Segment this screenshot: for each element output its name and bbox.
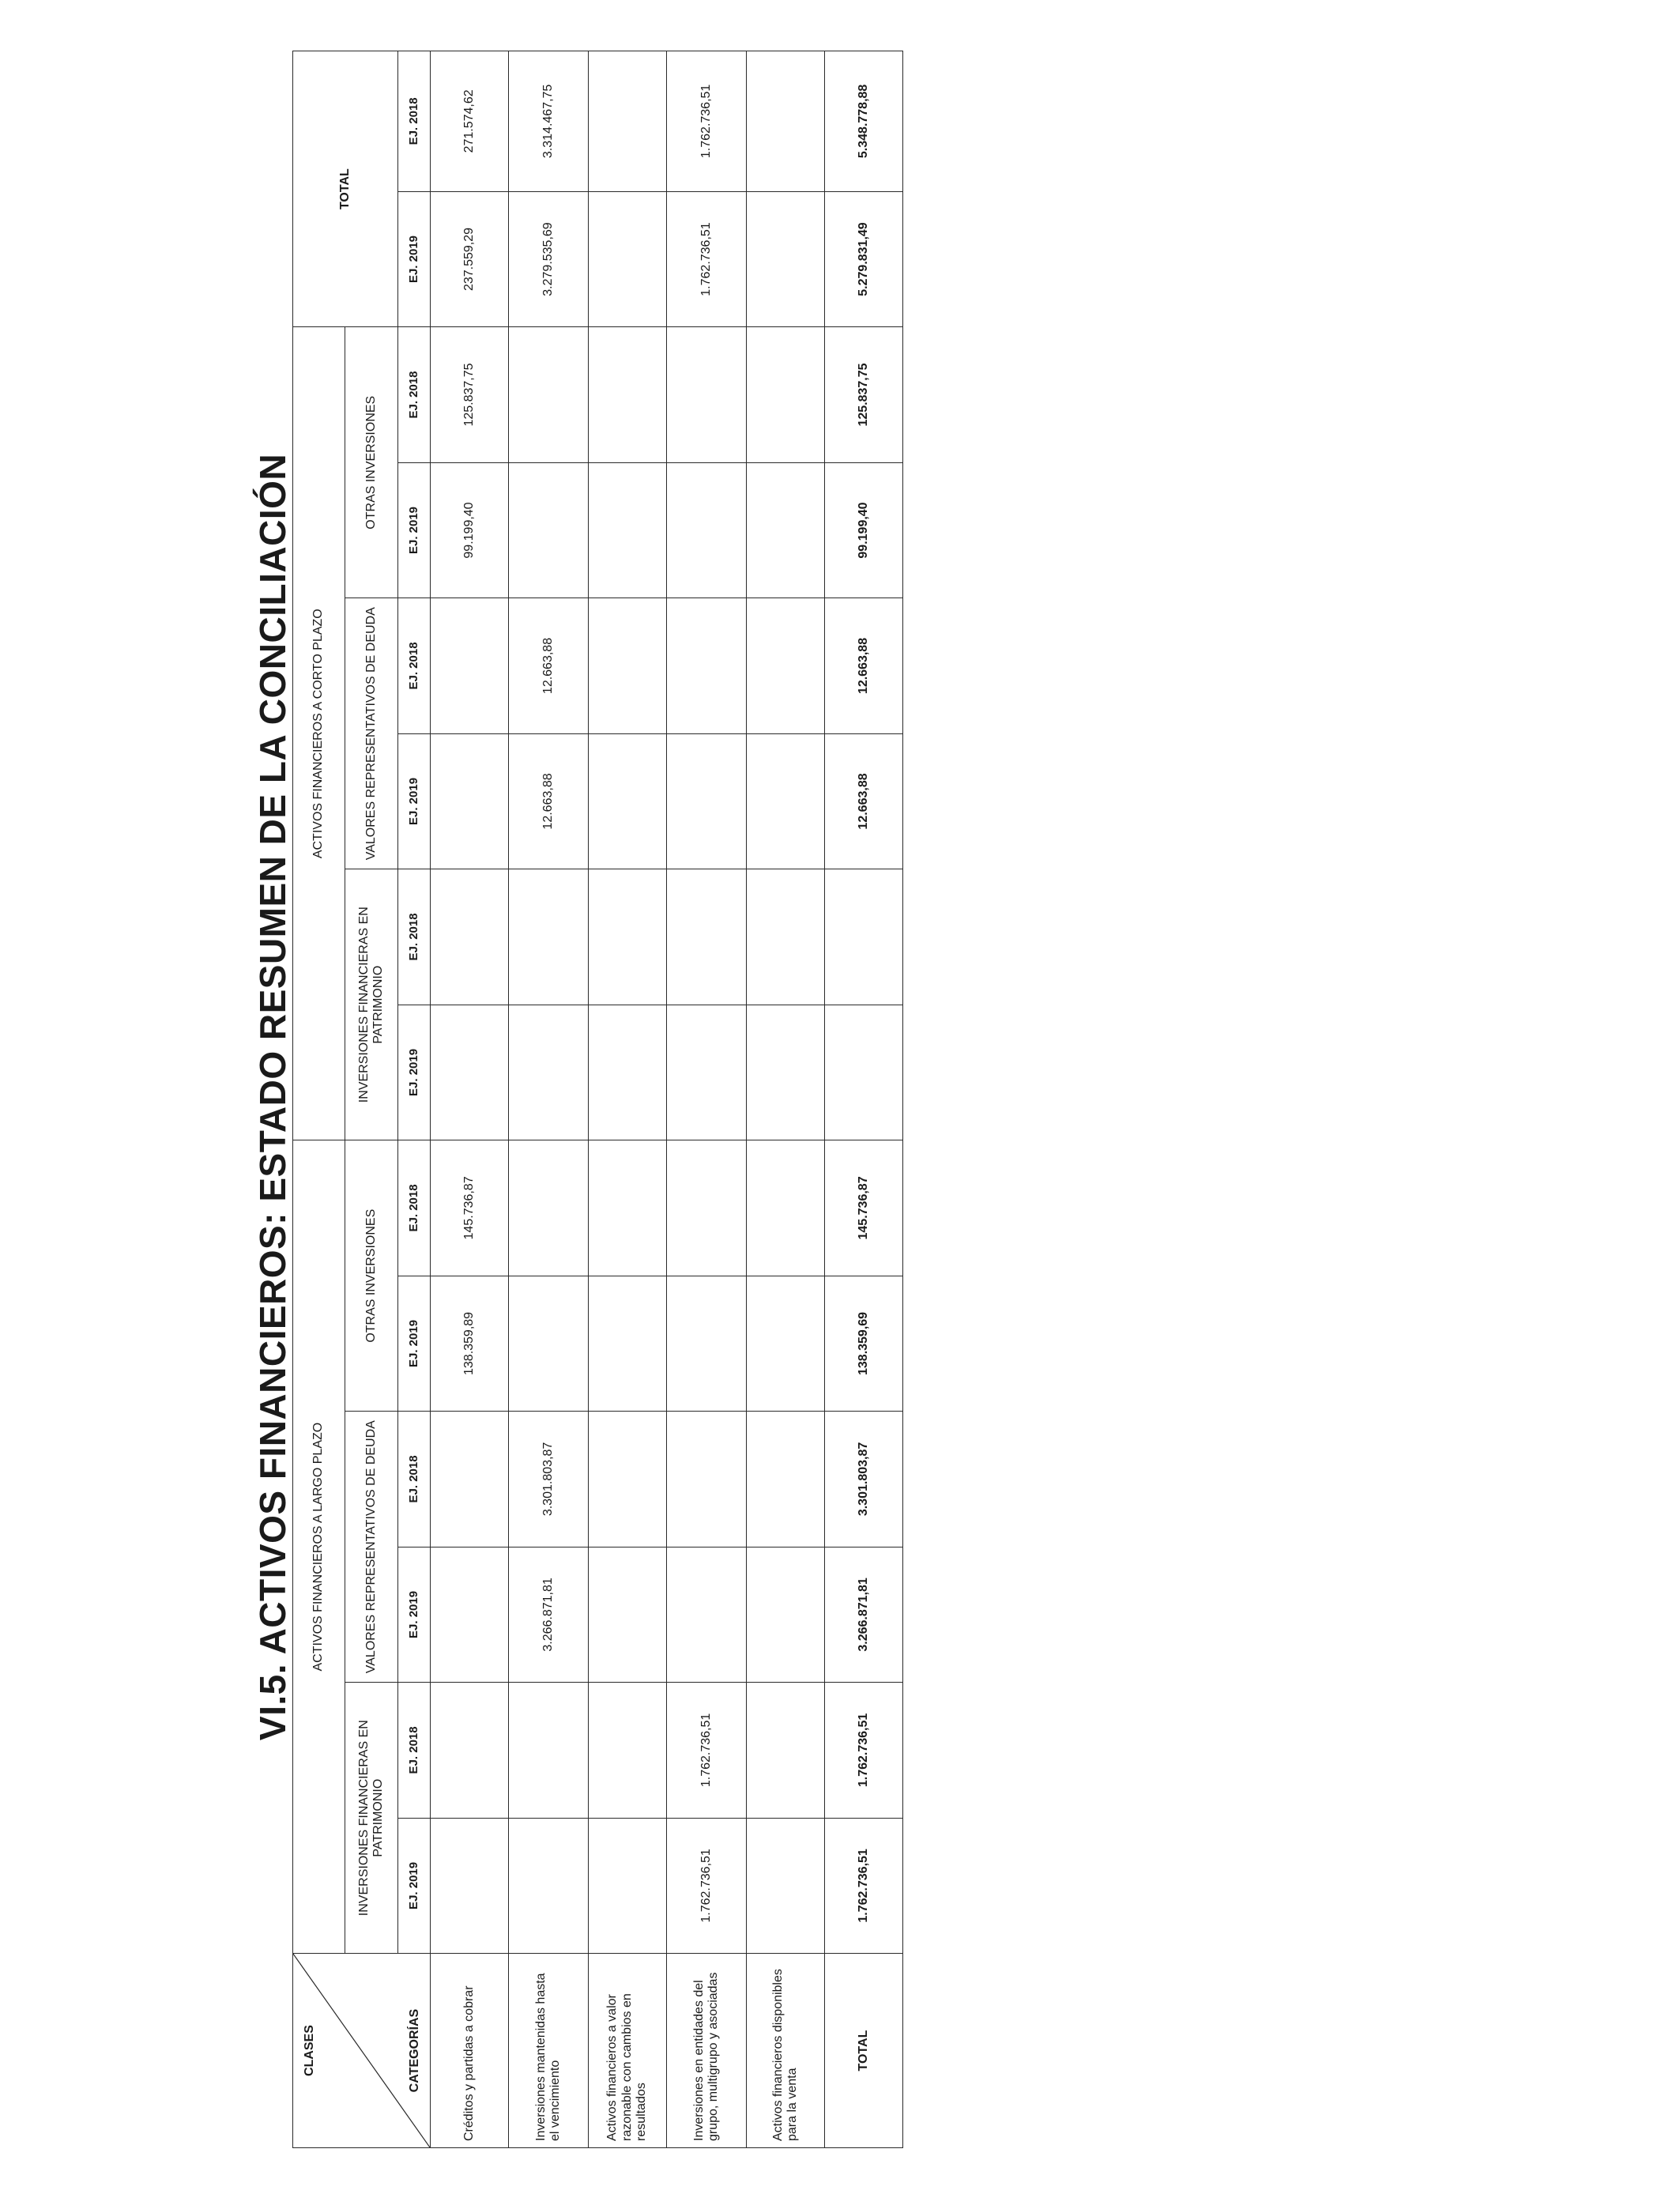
value-cell <box>747 1412 825 1547</box>
total-value-cell: 3.301.803,87 <box>825 1412 903 1547</box>
value-cell <box>589 191 667 326</box>
value-cell <box>509 1683 589 1818</box>
value-cell <box>589 1818 667 1953</box>
value-cell <box>589 1547 667 1682</box>
value-cell <box>667 1547 747 1682</box>
value-cell <box>431 733 509 869</box>
value-cell: 99.199,40 <box>431 462 509 598</box>
table-row <box>747 51 825 2148</box>
total-row <box>825 51 903 2148</box>
value-cell <box>667 1276 747 1411</box>
total-value-cell: 99.199,40 <box>825 462 903 598</box>
value-cell <box>747 1005 825 1140</box>
value-cell: 3.301.803,87 <box>509 1412 589 1547</box>
header-corner-cell <box>293 1954 431 2148</box>
value-cell <box>589 51 667 192</box>
total-label: TOTAL <box>825 1954 903 2148</box>
value-cell <box>747 327 825 463</box>
value-cell <box>589 598 667 733</box>
value-cell <box>747 462 825 598</box>
year-header: EJ. 2019 <box>398 1818 431 1953</box>
total-value-cell <box>825 1005 903 1140</box>
year-header: EJ. 2019 <box>398 733 431 869</box>
value-cell: 138.359,89 <box>431 1276 509 1411</box>
value-cell <box>509 1818 589 1953</box>
table-row <box>431 51 509 2148</box>
value-cell <box>431 1683 509 1818</box>
table-body <box>431 51 903 2148</box>
value-cell <box>667 462 747 598</box>
value-cell: 271.574,62 <box>431 51 509 192</box>
value-cell <box>431 1818 509 1953</box>
value-cell <box>509 327 589 463</box>
category-label: Créditos y partidas a cobrar <box>431 1954 509 2148</box>
value-cell <box>509 869 589 1005</box>
value-cell <box>747 51 825 192</box>
total-value-cell: 1.762.736,51 <box>825 1683 903 1818</box>
value-cell <box>747 598 825 733</box>
long-term-group-header: ACTIVOS FINANCIEROS A LARGO PLAZO <box>293 1140 345 1954</box>
value-cell <box>589 1276 667 1411</box>
value-cell <box>747 1547 825 1682</box>
value-cell <box>509 1140 589 1276</box>
value-cell: 3.279.535,69 <box>509 191 589 326</box>
value-cell <box>589 327 667 463</box>
category-label: Inversiones mantenidas hasta el vencimiento <box>509 1954 589 2148</box>
value-cell: 145.736,87 <box>431 1140 509 1276</box>
page-title: VI.5. ACTIVOS FINANCIEROS: ESTADO RESUMEN DE LA CONCILIACIÓN <box>252 453 293 1741</box>
value-cell <box>589 869 667 1005</box>
total-value-cell: 12.663,88 <box>825 733 903 869</box>
value-cell <box>747 1140 825 1276</box>
value-cell <box>667 733 747 869</box>
value-cell <box>589 1412 667 1547</box>
value-cell: 12.663,88 <box>509 598 589 733</box>
value-cell <box>667 869 747 1005</box>
categorias-label: CATEGORÍAS <box>407 2008 421 2093</box>
value-cell <box>509 462 589 598</box>
total-value-cell: 138.359,69 <box>825 1276 903 1411</box>
year-header: EJ. 2018 <box>398 1412 431 1547</box>
value-cell: 3.314.467,75 <box>509 51 589 192</box>
value-cell <box>589 462 667 598</box>
reconciliation-table <box>292 51 903 2148</box>
value-cell <box>667 1140 747 1276</box>
category-label: Activos financieros disponibles para la venta <box>747 1954 825 2148</box>
lp-otras-inversiones-header: OTRAS INVERSIONES <box>345 1140 398 1412</box>
category-label: Activos financieros a valor razonable con cambios en resultados <box>589 1954 667 2148</box>
year-header: EJ. 2018 <box>398 327 431 463</box>
lp-inv-patrimonio-header: INVERSIONES FINANCIERAS EN PATRIMONIO <box>345 1683 398 1954</box>
value-cell: 1.762.736,51 <box>667 1683 747 1818</box>
total-value-cell <box>825 869 903 1005</box>
value-cell <box>589 733 667 869</box>
year-header: EJ. 2018 <box>398 51 431 192</box>
value-cell <box>747 733 825 869</box>
value-cell <box>747 869 825 1005</box>
value-cell <box>431 598 509 733</box>
total-value-cell: 3.266.871,81 <box>825 1547 903 1682</box>
value-cell: 3.266.871,81 <box>509 1547 589 1682</box>
value-cell <box>667 598 747 733</box>
cp-otras-inversiones-header: OTRAS INVERSIONES <box>345 327 398 598</box>
cp-valores-deuda-header: VALORES REPRESENTATIVOS DE DEUDA <box>345 598 398 869</box>
value-cell: 12.663,88 <box>509 733 589 869</box>
year-header: EJ. 2019 <box>398 1547 431 1682</box>
total-value-cell: 12.663,88 <box>825 598 903 733</box>
value-cell <box>747 1683 825 1818</box>
year-header: EJ. 2019 <box>398 191 431 326</box>
lp-valores-deuda-header: VALORES REPRESENTATIVOS DE DEUDA <box>345 1412 398 1683</box>
short-term-group-header: ACTIVOS FINANCIEROS A CORTO PLAZO <box>293 327 345 1140</box>
value-cell: 237.559,29 <box>431 191 509 326</box>
value-cell <box>509 1005 589 1140</box>
table-row <box>589 51 667 2148</box>
total-value-cell: 145.736,87 <box>825 1140 903 1276</box>
total-value-cell: 5.279.831,49 <box>825 191 903 326</box>
value-cell <box>667 1412 747 1547</box>
value-cell <box>747 191 825 326</box>
year-header: EJ. 2018 <box>398 1683 431 1818</box>
value-cell <box>747 1818 825 1953</box>
year-header: EJ. 2019 <box>398 1005 431 1140</box>
category-label: Inversiones en entidades del grupo, multigrupo y asociadas <box>667 1954 747 2148</box>
table-row <box>509 51 589 2148</box>
year-header: EJ. 2018 <box>398 598 431 733</box>
total-value-cell: 5.348.778,88 <box>825 51 903 192</box>
value-cell <box>589 1683 667 1818</box>
table-row <box>667 51 747 2148</box>
value-cell <box>431 869 509 1005</box>
clases-label: CLASES <box>303 2025 316 2077</box>
total-value-cell: 1.762.736,51 <box>825 1818 903 1953</box>
value-cell <box>747 1276 825 1411</box>
year-header: EJ. 2019 <box>398 462 431 598</box>
value-cell: 1.762.736,51 <box>667 1818 747 1953</box>
year-header: EJ. 2018 <box>398 869 431 1005</box>
value-cell <box>667 327 747 463</box>
total-group-header: TOTAL <box>293 51 398 327</box>
value-cell <box>431 1547 509 1682</box>
value-cell: 125.837,75 <box>431 327 509 463</box>
value-cell <box>509 1276 589 1411</box>
cp-inv-patrimonio-header: INVERSIONES FINANCIERAS EN PATRIMONIO <box>345 869 398 1140</box>
value-cell: 1.762.736,51 <box>667 191 747 326</box>
value-cell <box>431 1412 509 1547</box>
total-value-cell: 125.837,75 <box>825 327 903 463</box>
year-header: EJ. 2019 <box>398 1276 431 1411</box>
value-cell <box>589 1140 667 1276</box>
year-header: EJ. 2018 <box>398 1140 431 1276</box>
value-cell <box>667 1005 747 1140</box>
value-cell <box>431 1005 509 1140</box>
value-cell <box>589 1005 667 1140</box>
value-cell: 1.762.736,51 <box>667 51 747 192</box>
